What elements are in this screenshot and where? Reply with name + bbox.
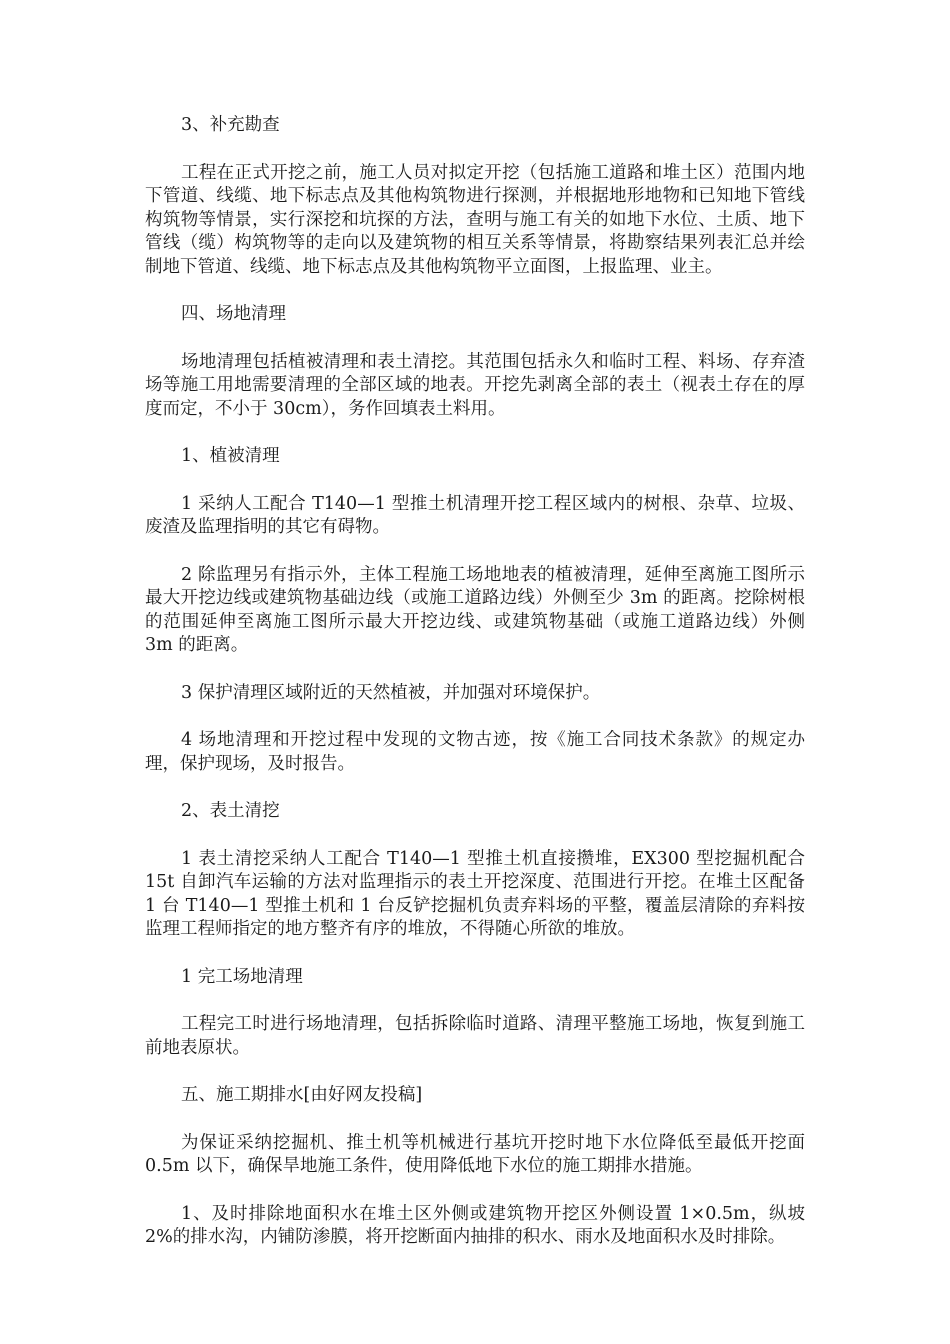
paragraph-topsoil-item-1: 1 表土清挖采纳人工配合 T140—1 型推土机直接攒堆，EX300 型挖掘机配合 15t 自卸汽车运输的方法对监理指示的表土开挖深度、范围进行开挖。在堆土区配备 1 台 T140—1 型推土机和 1 台反铲挖掘机负责弃料场的平整，覆盖层清除的弃料按监理工程师指定的地方整齐有序的堆放，不得随心所欲的堆放。 [145, 848, 805, 939]
paragraph-vegetation-item-2: 2 除监理另有指示外，主体工程施工场地地表的植被清理，延伸至离施工图所示最大开挖边线或建筑物基础边线（或施工道路边线）外侧至少 3m 的距离。挖除树根的范围延伸至离施工图所示最大开挖边线、或建筑物基础（或施工道路边线）外侧 3m 的距离。 [145, 564, 805, 655]
paragraph-completion-clearing: 工程完工时进行场地清理，包括拆除临时道路、清理平整施工场地，恢复到施工前地表原状。 [145, 1014, 805, 1058]
paragraph-survey-description: 工程在正式开挖之前，施工人员对拟定开挖（包括施工道路和堆土区）范围内地下管道、线缆、地下标志点及其他构筑物进行探测，并根据地形地物和已知地下管线构筑物等情景，实行深挖和坑探的方法，查明与施工有关的如地下水位、土质、地下管线（缆）构筑物等的走向以及建筑物的相互关系等情景，将勘察结果列表汇总并绘制地下管道、线缆、地下标志点及其他构筑物平立面图，上报监理、业主。 [145, 162, 805, 277]
paragraph-vegetation-item-1: 1 采纳人工配合 T140—1 型推土机清理开挖工程区域内的树根、杂草、垃圾、废渣及监理指明的其它有碍物。 [145, 493, 805, 537]
paragraph-drainage-purpose: 为保证采纳挖掘机、推土机等机械进行基坑开挖时地下水位降低至最低开挖面 0.5m 以下，确保旱地施工条件，使用降低地下水位的施工期排水措施。 [145, 1132, 805, 1176]
paragraph-vegetation-item-3: 3 保护清理区域附近的天然植被，并加强对环境保护。 [181, 682, 601, 703]
section-heading-site-clearing: 四、场地清理 [181, 304, 286, 324]
paragraph-vegetation-item-4: 4 场地清理和开挖过程中发现的文物古迹，按《施工合同技术条款》的规定办理，保护现场，及时报告。 [145, 730, 805, 774]
paragraph-site-clearing-scope: 场地清理包括植被清理和表土清挖。其范围包括永久和临时工程、料场、存弃渣场等施工用地需要清理的全部区域的地表。开挖先剥离全部的表土（视表土存在的厚度而定，不小于 30cm），务作回填表土料用。 [145, 351, 805, 419]
section-heading-vegetation-clearing: 1、植被清理 [181, 446, 280, 466]
section-heading-topsoil-excavation: 2、表土清挖 [181, 801, 280, 821]
document-page [145, 114, 805, 1274]
paragraph-drainage-item-1: 1、及时排除地面积水在堆土区外侧或建筑物开挖区外侧设置 1×0.5m，纵坡 2%的排水沟，内铺防渗膜，将开挖断面内抽排的积水、雨水及地面积水及时排除。 [145, 1203, 805, 1247]
section-heading-supplementary-survey: 3、补充勘查 [181, 115, 280, 135]
section-heading-completion-clearing: 1 完工场地清理 [181, 966, 303, 987]
section-heading-drainage: 五、施工期排水[由好网友投稿] [181, 1085, 423, 1105]
